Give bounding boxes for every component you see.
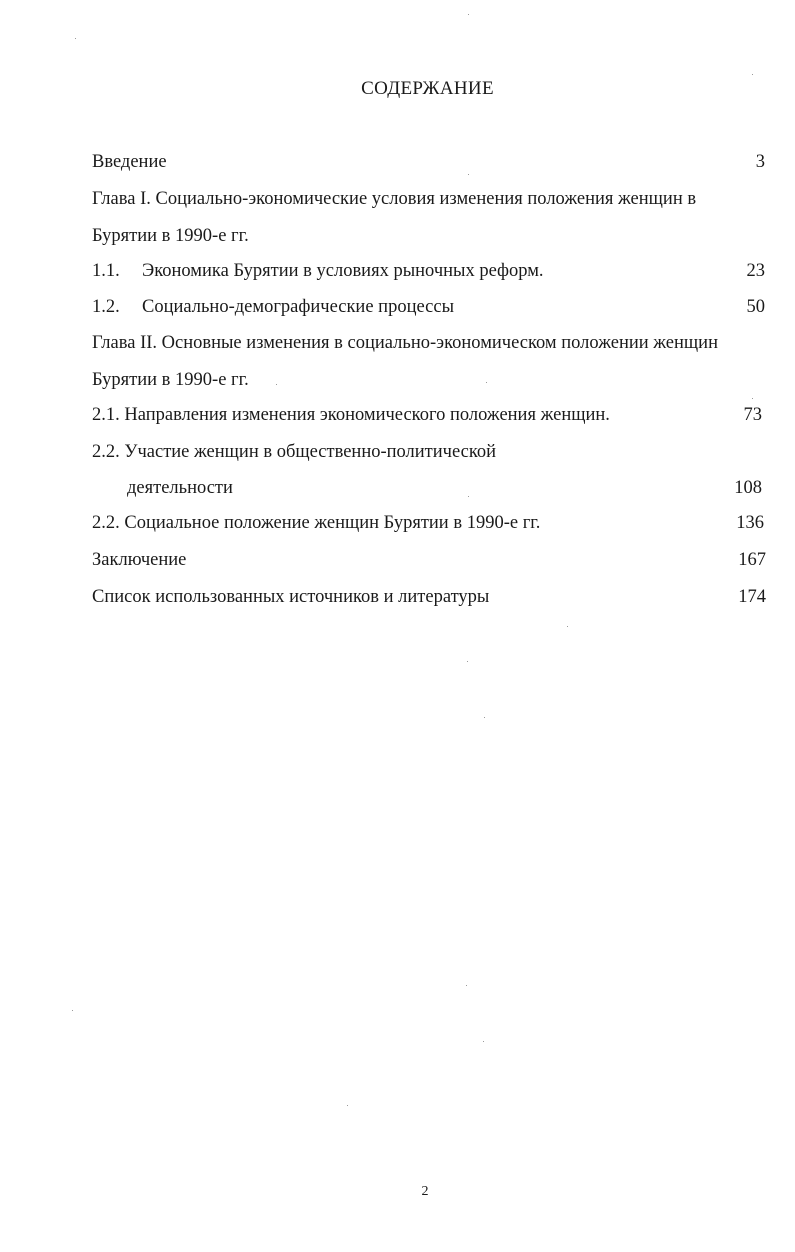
toc-page-1-2: 50 xyxy=(746,297,765,317)
toc-chapter2-heading-cont: Бурятии в 1990-е гг. xyxy=(92,370,249,390)
toc-entry-1-1-label: Экономика Бурятии в условиях рыночных реформ. xyxy=(142,261,544,281)
scan-speck xyxy=(75,38,76,39)
scan-speck xyxy=(483,1041,484,1042)
toc-entry-conclusion: Заключение xyxy=(92,550,187,570)
toc-chapter1-heading-cont: Бурятии в 1990-е гг. xyxy=(92,226,249,246)
toc-page-conclusion: 167 xyxy=(738,550,766,570)
toc-entry-1-1 xyxy=(92,260,544,282)
toc-page-2-2-social: 136 xyxy=(736,513,764,533)
toc-entry-sources: Список использованных источников и литературы xyxy=(92,587,490,607)
toc-entry-introduction: Введение xyxy=(92,152,167,172)
page-title: СОДЕРЖАНИЕ xyxy=(361,78,494,99)
scan-speck xyxy=(466,985,467,986)
scan-speck xyxy=(468,174,469,175)
scan-speck xyxy=(467,661,468,662)
scan-speck xyxy=(484,717,485,718)
page-number: 2 xyxy=(421,1184,429,1199)
scan-speck xyxy=(347,1105,348,1106)
toc-entry-2-1: 2.1. Направления изменения экономического положения женщин. xyxy=(92,405,610,425)
toc-page-1-1: 23 xyxy=(746,261,765,281)
toc-chapter2-heading: Глава II. Основные изменения в социально-экономическом положении женщин xyxy=(92,333,718,353)
toc-entry-2-2-social: 2.2. Социальное положение женщин Бурятии в 1990-е гг. xyxy=(92,513,541,533)
toc-page-sources: 174 xyxy=(738,587,766,607)
toc-entry-1-2-number: 1.2. xyxy=(92,297,120,317)
toc-entry-1-2 xyxy=(92,296,454,318)
scan-speck xyxy=(276,384,277,385)
scan-speck xyxy=(752,74,753,75)
toc-page-2-2-political: 108 xyxy=(734,478,762,498)
toc-entry-2-2-political: 2.2. Участие женщин в общественно-политической xyxy=(92,442,497,462)
toc-entry-2-2-political-cont: деятельности xyxy=(127,478,233,498)
scan-speck xyxy=(468,14,469,15)
scan-speck xyxy=(72,1010,73,1011)
toc-page-2-1: 73 xyxy=(743,405,762,425)
toc-chapter1-heading: Глава I. Социально-экономические условия изменения положения женщин в xyxy=(92,189,697,209)
toc-entry-1-2-label: Социально-демографические процессы xyxy=(142,297,454,317)
toc-page-introduction: 3 xyxy=(755,152,765,172)
toc-entry-1-1-number: 1.1. xyxy=(92,261,120,281)
scan-speck xyxy=(752,398,753,399)
scan-speck xyxy=(567,626,568,627)
scan-speck xyxy=(468,496,469,497)
scan-speck xyxy=(486,382,487,383)
